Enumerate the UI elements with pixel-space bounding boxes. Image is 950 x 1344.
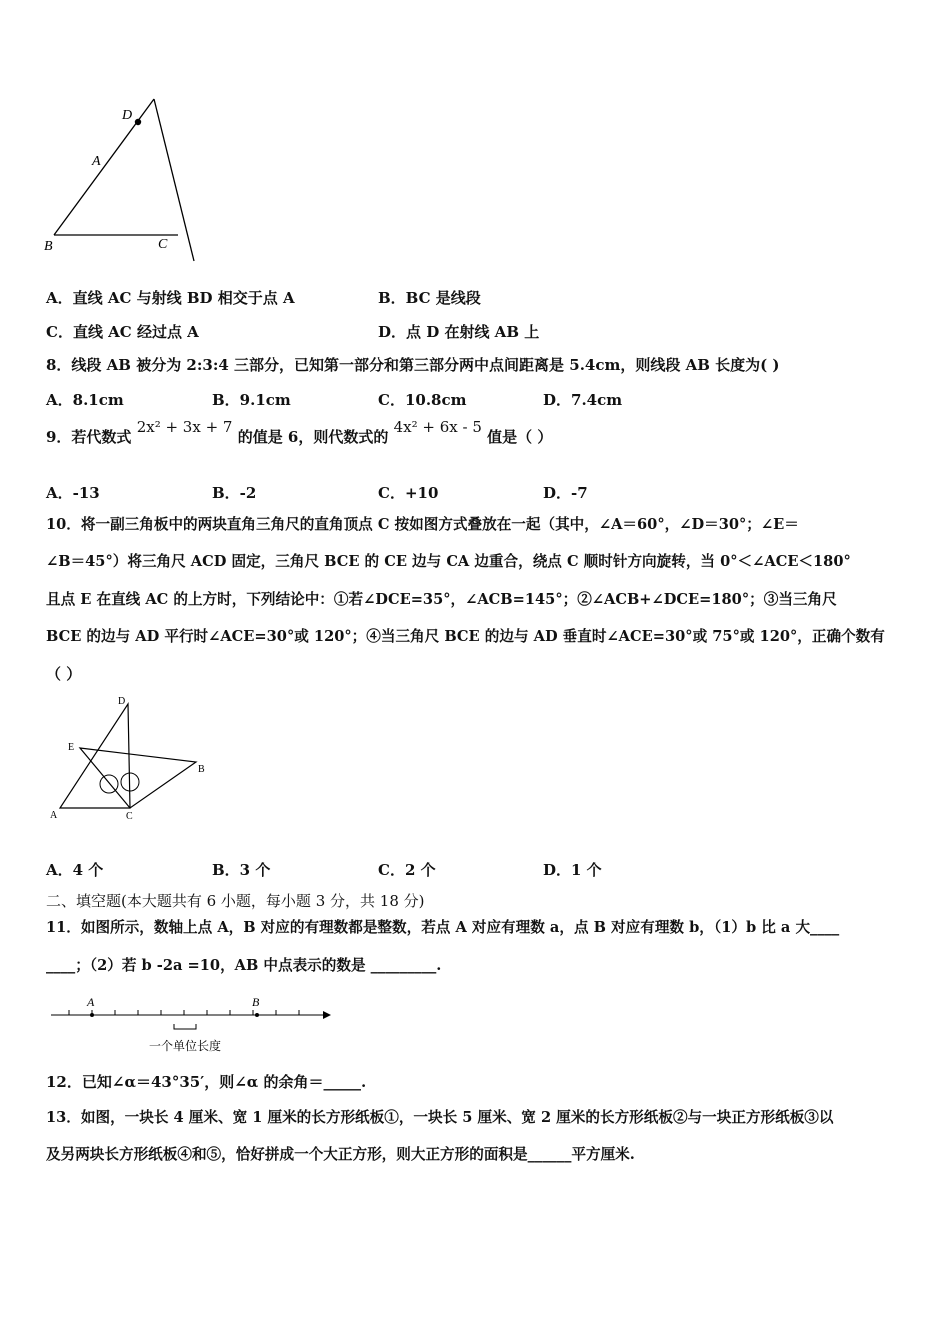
q10-line3: 且点 E 在直线 AC 的上方时，下列结论中：①若∠DCE=35°，∠ACB=145°；②∠ACB+∠DCE=180°；③当三角尺 (46, 591, 837, 608)
q11-line1: 11．如图所示，数轴上点 A，B 对应的有理数都是整数，若点 A 对应有理数 a，点 B 对应有理数 b，（1）b 比 a 大____ (46, 919, 840, 936)
q10-line4: BCE 的边与 AD 平行时∠ACE=30°或 120°；④当三角尺 BCE 的边与 AD 垂直时∠ACE=30°或 75°或 120°，正确个数有 (46, 628, 885, 645)
point-d (135, 119, 141, 125)
label-a: A (92, 154, 101, 169)
figure-q10 (40, 690, 220, 825)
q9-post: 值是（ ） (487, 428, 553, 446)
label-d: D (122, 108, 133, 123)
point-a (90, 1013, 94, 1017)
q13-line2: 及另两块长方形纸板④和⑤，恰好拼成一个大正方形，则大正方形的面积是______平方厘米. (46, 1146, 635, 1163)
label-a: A (87, 995, 95, 1009)
q9-mid: 的值是 6，则代数式的 (237, 428, 389, 446)
label-d: D (118, 696, 126, 707)
unit-bracket (174, 1024, 196, 1029)
q7-option-c: C．直线 AC 经过点 A (46, 323, 199, 341)
q11-line2: ____；（2）若 b -2a =10，AB 中点表示的数是 _________. (46, 957, 442, 974)
q7-option-d: D．点 D 在射线 AB 上 (378, 323, 540, 341)
label-b: B (44, 239, 53, 254)
q8-option-c: C．10.8cm (378, 391, 467, 409)
q8-text: 8．线段 AB 被分为 2:3:4 三部分，已知第一部分和第三部分两中点间距离是 5.4cm，则线段 AB 长度为( ) (46, 356, 780, 374)
angle-mark-1 (100, 775, 118, 793)
unit-label: 一个单位长度 (149, 1039, 222, 1053)
label-c: C (158, 237, 168, 252)
q9-option-b: B．-2 (212, 484, 257, 502)
q7-option-a: A．直线 AC 与射线 BD 相交于点 A (46, 289, 295, 307)
q10-option-d: D．1 个 (543, 861, 602, 879)
label-b: B (198, 764, 205, 775)
q10-line5: （ ） (46, 665, 82, 683)
label-a: A (50, 810, 58, 821)
section-heading: 二、填空题(本大题共有 6 小题，每小题 3 分，共 18 分) (46, 892, 425, 910)
q9-option-c: C．+10 (378, 484, 439, 502)
figure-number-line (45, 990, 335, 1058)
triangle-acd (60, 704, 130, 808)
q10-option-a: A．4 个 (46, 861, 104, 879)
point-b (255, 1013, 259, 1017)
q10-option-b: B．3 个 (212, 861, 271, 879)
q10-option-c: C．2 个 (378, 861, 436, 879)
q8-option-d: D．7.4cm (543, 391, 623, 409)
q7-option-b: B．BC 是线段 (378, 289, 481, 307)
label-e: E (68, 742, 75, 753)
figure-q7 (40, 95, 220, 270)
q9-option-d: D．-7 (543, 484, 588, 502)
q8-option-a: A．8.1cm (46, 391, 124, 409)
q9-option-a: A．-13 (46, 484, 100, 502)
axis-arrow (323, 1011, 331, 1019)
label-c: C (126, 811, 133, 822)
label-b: B (252, 995, 260, 1009)
q9-expr2: 4x² + 6x - 5 (393, 418, 482, 436)
q12-text: 12．已知∠α＝43°35′，则∠α 的余角＝_____. (46, 1073, 367, 1091)
ticks (69, 1010, 299, 1015)
q10-line1: 10．将一副三角板中的两块直角三角尺的直角顶点 C 按如图方式叠放在一起（其中，∠A＝60°，∠D＝30°；∠E＝ (46, 516, 799, 533)
q8-option-b: B．9.1cm (212, 391, 291, 409)
q9-line (46, 418, 553, 447)
q9-expr1: 2x² + 3x + 7 (136, 418, 233, 436)
q13-line1: 13．如图，一块长 4 厘米、宽 1 厘米的长方形纸板①，一块长 5 厘米、宽 2 厘米的长方形纸板②与一块正方形纸板③以 (46, 1109, 834, 1126)
q10-line2: ∠B＝45°）将三角尺 ACD 固定，三角尺 BCE 的 CE 边与 CA 边重合，绕点 C 顺时针方向旋转，当 0°＜∠ACE＜180° (46, 553, 851, 570)
q9-pre: 9．若代数式 (46, 428, 132, 446)
